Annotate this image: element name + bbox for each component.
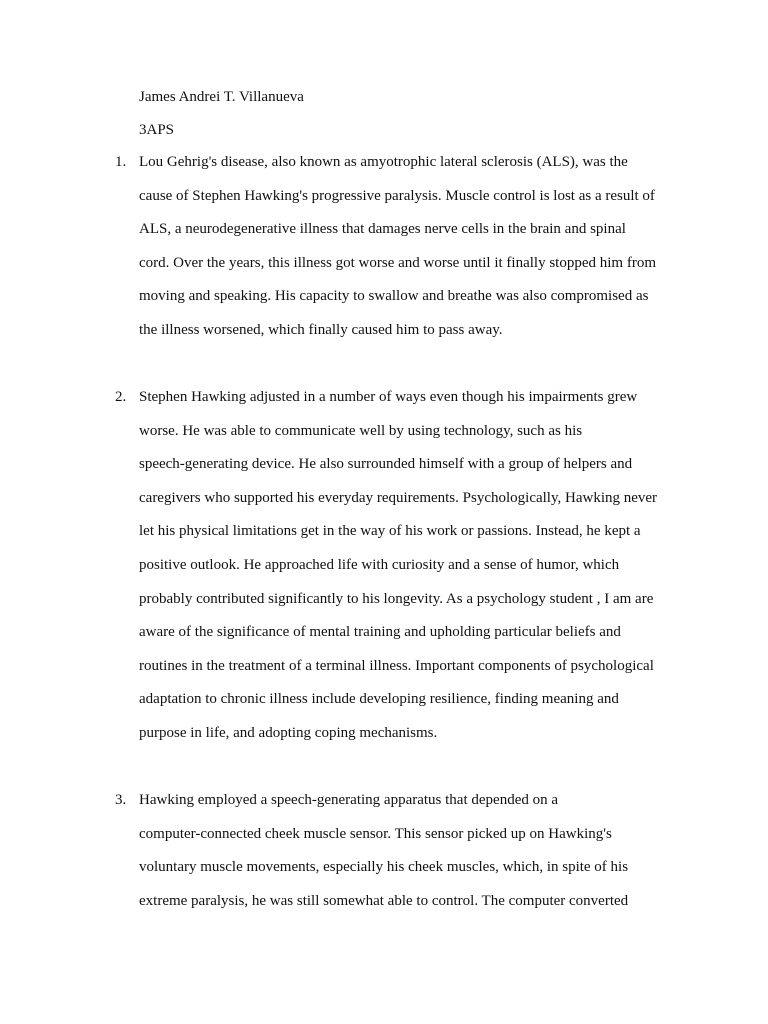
section-code: 3APS	[139, 122, 175, 138]
text-line: moving and speaking. His capacity to swallow and breathe was also compromised as	[139, 288, 649, 305]
text-line: Hawking employed a speech-generating apparatus that depended on a	[139, 792, 559, 808]
text-line: let his physical limitations get in the way of his work or passions. Instead, he kept a	[139, 523, 641, 540]
text-line: ALS, a neurodegenerative illness that damages nerve cells in the brain and spinal	[139, 221, 626, 238]
text-line: cause of Stephen Hawking's progressive paralysis. Muscle control is lost as a result of	[139, 187, 655, 204]
text-line: aware of the significance of mental training and upholding particular beliefs and	[139, 624, 621, 641]
text-line: positive outlook. He approached life with curiosity and a sense of humor, which	[139, 556, 620, 573]
text-line: purpose in life, and adopting coping mechanisms.	[139, 724, 438, 741]
author-name: James Andrei T. Villanueva	[139, 89, 304, 105]
paragraph-number: 2.	[115, 389, 127, 405]
text-line: adaptation to chronic illness include developing resilience, finding meaning and	[139, 691, 619, 708]
text-line: cord. Over the years, this illness got worse and worse until it finally stopped him from	[139, 254, 656, 271]
paragraph-number: 3.	[115, 792, 127, 808]
paragraph-number: 1.	[115, 154, 127, 170]
paragraph-text	[139, 784, 679, 918]
text-line: Lou Gehrig's disease, also known as amyotrophic lateral sclerosis (ALS), was the	[139, 154, 628, 170]
text-line: Stephen Hawking adjusted in a number of ways even though his impairments grew	[139, 389, 638, 405]
text-line: the illness worsened, which finally caused him to pass away.	[139, 321, 503, 338]
text-line: extreme paralysis, he was still somewhat able to control. The computer converted	[139, 892, 629, 909]
paragraph-text	[139, 146, 679, 348]
paragraph-text	[139, 381, 679, 751]
text-line: probably contributed significantly to his longevity. As a psychology student , I am are	[139, 590, 654, 607]
text-line: routines in the treatment of a terminal illness. Important components of psychological	[139, 657, 654, 674]
text-line: computer-connected cheek muscle sensor. This sensor picked up on Hawking's	[139, 825, 612, 842]
text-line: voluntary muscle movements, especially his cheek muscles, which, in spite of his	[139, 859, 629, 876]
text-line: worse. He was able to communicate well by using technology, such as his	[139, 422, 583, 439]
text-line: speech-generating device. He also surrounded himself with a group of helpers and	[139, 456, 633, 473]
text-line: caregivers who supported his everyday requirements. Psychologically, Hawking never	[139, 489, 658, 506]
